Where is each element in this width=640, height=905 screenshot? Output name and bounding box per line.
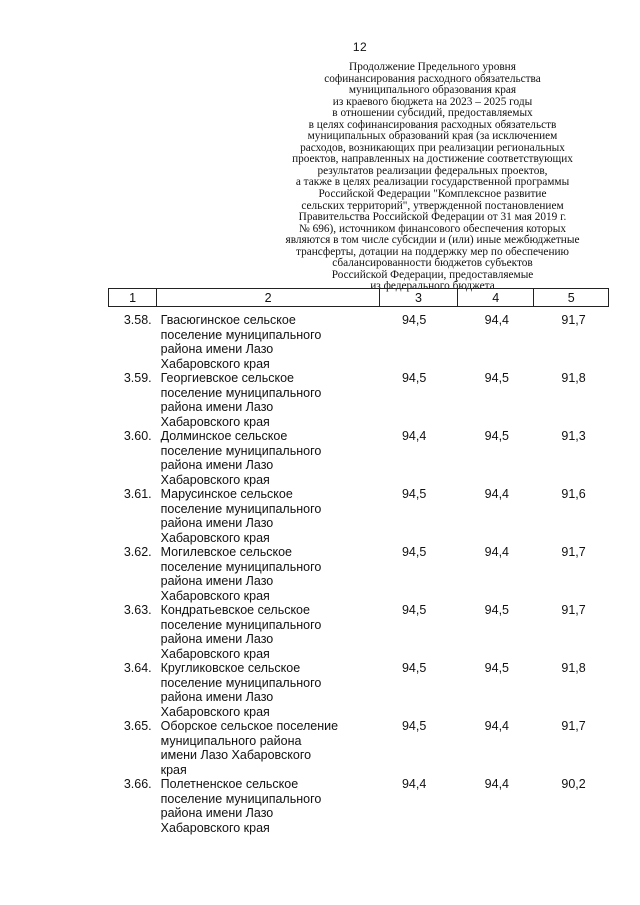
- value-2024: 94,4: [484, 545, 510, 559]
- name-line: района имени Лазо: [160, 400, 274, 414]
- column-number-3: 3: [379, 289, 457, 306]
- municipality-name: [156, 777, 379, 835]
- row-number: 3.63.: [123, 603, 152, 617]
- table-row: [108, 545, 609, 603]
- name-line: Гвасюгинское сельское: [160, 313, 296, 327]
- name-line: Хабаровского края: [160, 588, 270, 603]
- column-number-2: 2: [156, 289, 379, 306]
- table-row: [108, 371, 609, 429]
- column-number-1: 1: [129, 290, 137, 305]
- value-2024: 94,4: [484, 719, 510, 733]
- header-line: трансферты, дотации на поддержку мер по обеспечению: [296, 245, 569, 258]
- name-line: Оборское сельское поселение: [160, 719, 339, 733]
- value-2025: 91,7: [561, 719, 586, 733]
- value-2025: 91,8: [561, 371, 586, 385]
- name-line: поселение муниципального: [160, 791, 322, 806]
- header-line: Российской Федерации "Комплексное развитие: [318, 188, 547, 201]
- row-number: 3.64.: [123, 661, 152, 675]
- header-line: из федерального бюджета: [370, 280, 495, 293]
- header-line: расходов, возникающих при реализации региональных: [300, 141, 565, 154]
- value-2024: 94,4: [484, 777, 510, 791]
- document-header: [255, 62, 610, 293]
- value-2023: 94,5: [401, 313, 427, 327]
- value-2023: 94,5: [401, 603, 427, 617]
- name-line: муниципального района: [160, 733, 302, 748]
- name-line: поселение муниципального: [160, 617, 322, 632]
- table-column-header: [108, 288, 609, 307]
- value-2024: 94,4: [484, 487, 510, 501]
- municipality-name: [156, 661, 379, 719]
- column-number-4: 4: [457, 289, 533, 306]
- header-line: Российской Федерации, предоставляемые: [331, 268, 534, 281]
- municipality-name: [156, 545, 379, 603]
- value-2024: 94,5: [484, 603, 510, 617]
- value-2025: 91,7: [561, 545, 586, 559]
- header-line: Правительства Российской Федерации от 31 мая 2019 г.: [298, 211, 567, 224]
- table-row: [108, 661, 609, 719]
- table-row: [108, 777, 609, 835]
- municipality-name: [156, 429, 379, 487]
- column-number-5: 5: [533, 289, 608, 306]
- value-2023: 94,5: [401, 661, 427, 675]
- header-line: проектов, направленных на достижение соответствующих: [292, 153, 573, 166]
- name-line: Кругликовское сельское: [160, 661, 301, 675]
- value-2023: 94,5: [401, 487, 427, 501]
- name-line: Хабаровского края: [160, 704, 270, 719]
- table-row: [108, 603, 609, 661]
- row-number: 3.66.: [123, 777, 152, 791]
- header-line: софинансирования расходного обязательства: [324, 72, 541, 85]
- row-number: 3.59.: [123, 371, 152, 385]
- table-row: [108, 429, 609, 487]
- municipality-name: [156, 487, 379, 545]
- name-line: района имени Лазо: [160, 516, 274, 530]
- municipality-name: [156, 371, 379, 429]
- header-line: результатов реализации федеральных проектов,: [317, 164, 548, 177]
- header-line: из краевого бюджета на 2023 – 2025 годы: [332, 95, 533, 108]
- value-2024: 94,5: [484, 661, 510, 675]
- header-line: в целях софинансирования расходных обязательств: [308, 118, 557, 131]
- value-2025: 91,6: [561, 487, 586, 501]
- name-line: района имени Лазо: [160, 574, 274, 588]
- header-line: в отношении субсидий, предоставляемых: [332, 107, 533, 120]
- name-line: Кондратьевское сельское: [160, 603, 310, 617]
- value-2023: 94,4: [401, 429, 427, 443]
- row-number: 3.58.: [123, 313, 152, 327]
- header-line: муниципальных образований края (за исключением: [307, 130, 558, 143]
- name-line: района имени Лазо: [160, 632, 274, 646]
- name-line: поселение муниципального: [160, 559, 322, 574]
- name-line: поселение муниципального: [160, 501, 322, 516]
- value-2025: 91,8: [561, 661, 586, 675]
- table-body: [108, 313, 609, 835]
- name-line: Хабаровского края: [160, 472, 270, 487]
- name-line: Хабаровского края: [160, 356, 270, 371]
- name-line: Хабаровского края: [160, 820, 270, 835]
- header-line: Продолжение Предельного уровня: [349, 61, 516, 73]
- name-line: имени Лазо Хабаровского: [160, 748, 312, 762]
- header-line: сельских территорий", утвержденной постановлением: [301, 199, 564, 212]
- name-line: Хабаровского края: [160, 530, 270, 545]
- header-line: сбалансированности бюджетов субъектов: [332, 257, 533, 270]
- header-line: № 696), источником финансового обеспечения которых: [299, 222, 566, 235]
- page-number: 12: [352, 40, 368, 54]
- row-number: 3.65.: [123, 719, 152, 733]
- name-line: Долминское сельское: [160, 429, 288, 443]
- table-row: [108, 313, 609, 371]
- table-row: [108, 487, 609, 545]
- value-2024: 94,5: [484, 429, 510, 443]
- name-line: края: [160, 762, 187, 777]
- row-number: 3.61.: [123, 487, 152, 501]
- value-2023: 94,5: [401, 719, 427, 733]
- name-line: поселение муниципального: [160, 327, 322, 342]
- header-line: являются в том числе субсидии и (или) иные межбюджетные: [285, 234, 580, 247]
- name-line: поселение муниципального: [160, 385, 322, 400]
- municipality-name: [156, 313, 379, 371]
- name-line: Марусинское сельское: [160, 487, 293, 501]
- name-line: Полетненское сельское: [160, 777, 299, 791]
- municipality-name: [156, 719, 379, 777]
- name-line: района имени Лазо: [160, 806, 274, 820]
- name-line: Георгиевское сельское: [160, 371, 294, 385]
- name-line: Хабаровского края: [160, 414, 270, 429]
- name-line: района имени Лазо: [160, 458, 274, 472]
- name-line: поселение муниципального: [160, 675, 322, 690]
- header-line: муниципального образования края: [348, 84, 517, 97]
- row-number: 3.62.: [123, 545, 152, 559]
- value-2023: 94,4: [401, 777, 427, 791]
- name-line: Хабаровского края: [160, 646, 270, 661]
- name-line: Могилевское сельское: [160, 545, 293, 559]
- name-line: поселение муниципального: [160, 443, 322, 458]
- value-2025: 91,7: [561, 313, 586, 327]
- value-2025: 91,3: [561, 429, 586, 443]
- name-line: района имени Лазо: [160, 342, 274, 356]
- table-row: [108, 719, 609, 777]
- value-2023: 94,5: [401, 371, 427, 385]
- value-2024: 94,5: [484, 371, 510, 385]
- header-line: а также в целях реализации государственной программы: [295, 176, 570, 189]
- row-number: 3.60.: [123, 429, 152, 443]
- value-2024: 94,4: [484, 313, 510, 327]
- name-line: района имени Лазо: [160, 690, 274, 704]
- value-2025: 90,2: [561, 777, 586, 791]
- value-2025: 91,7: [561, 603, 586, 617]
- municipality-name: [156, 603, 379, 661]
- value-2023: 94,5: [401, 545, 427, 559]
